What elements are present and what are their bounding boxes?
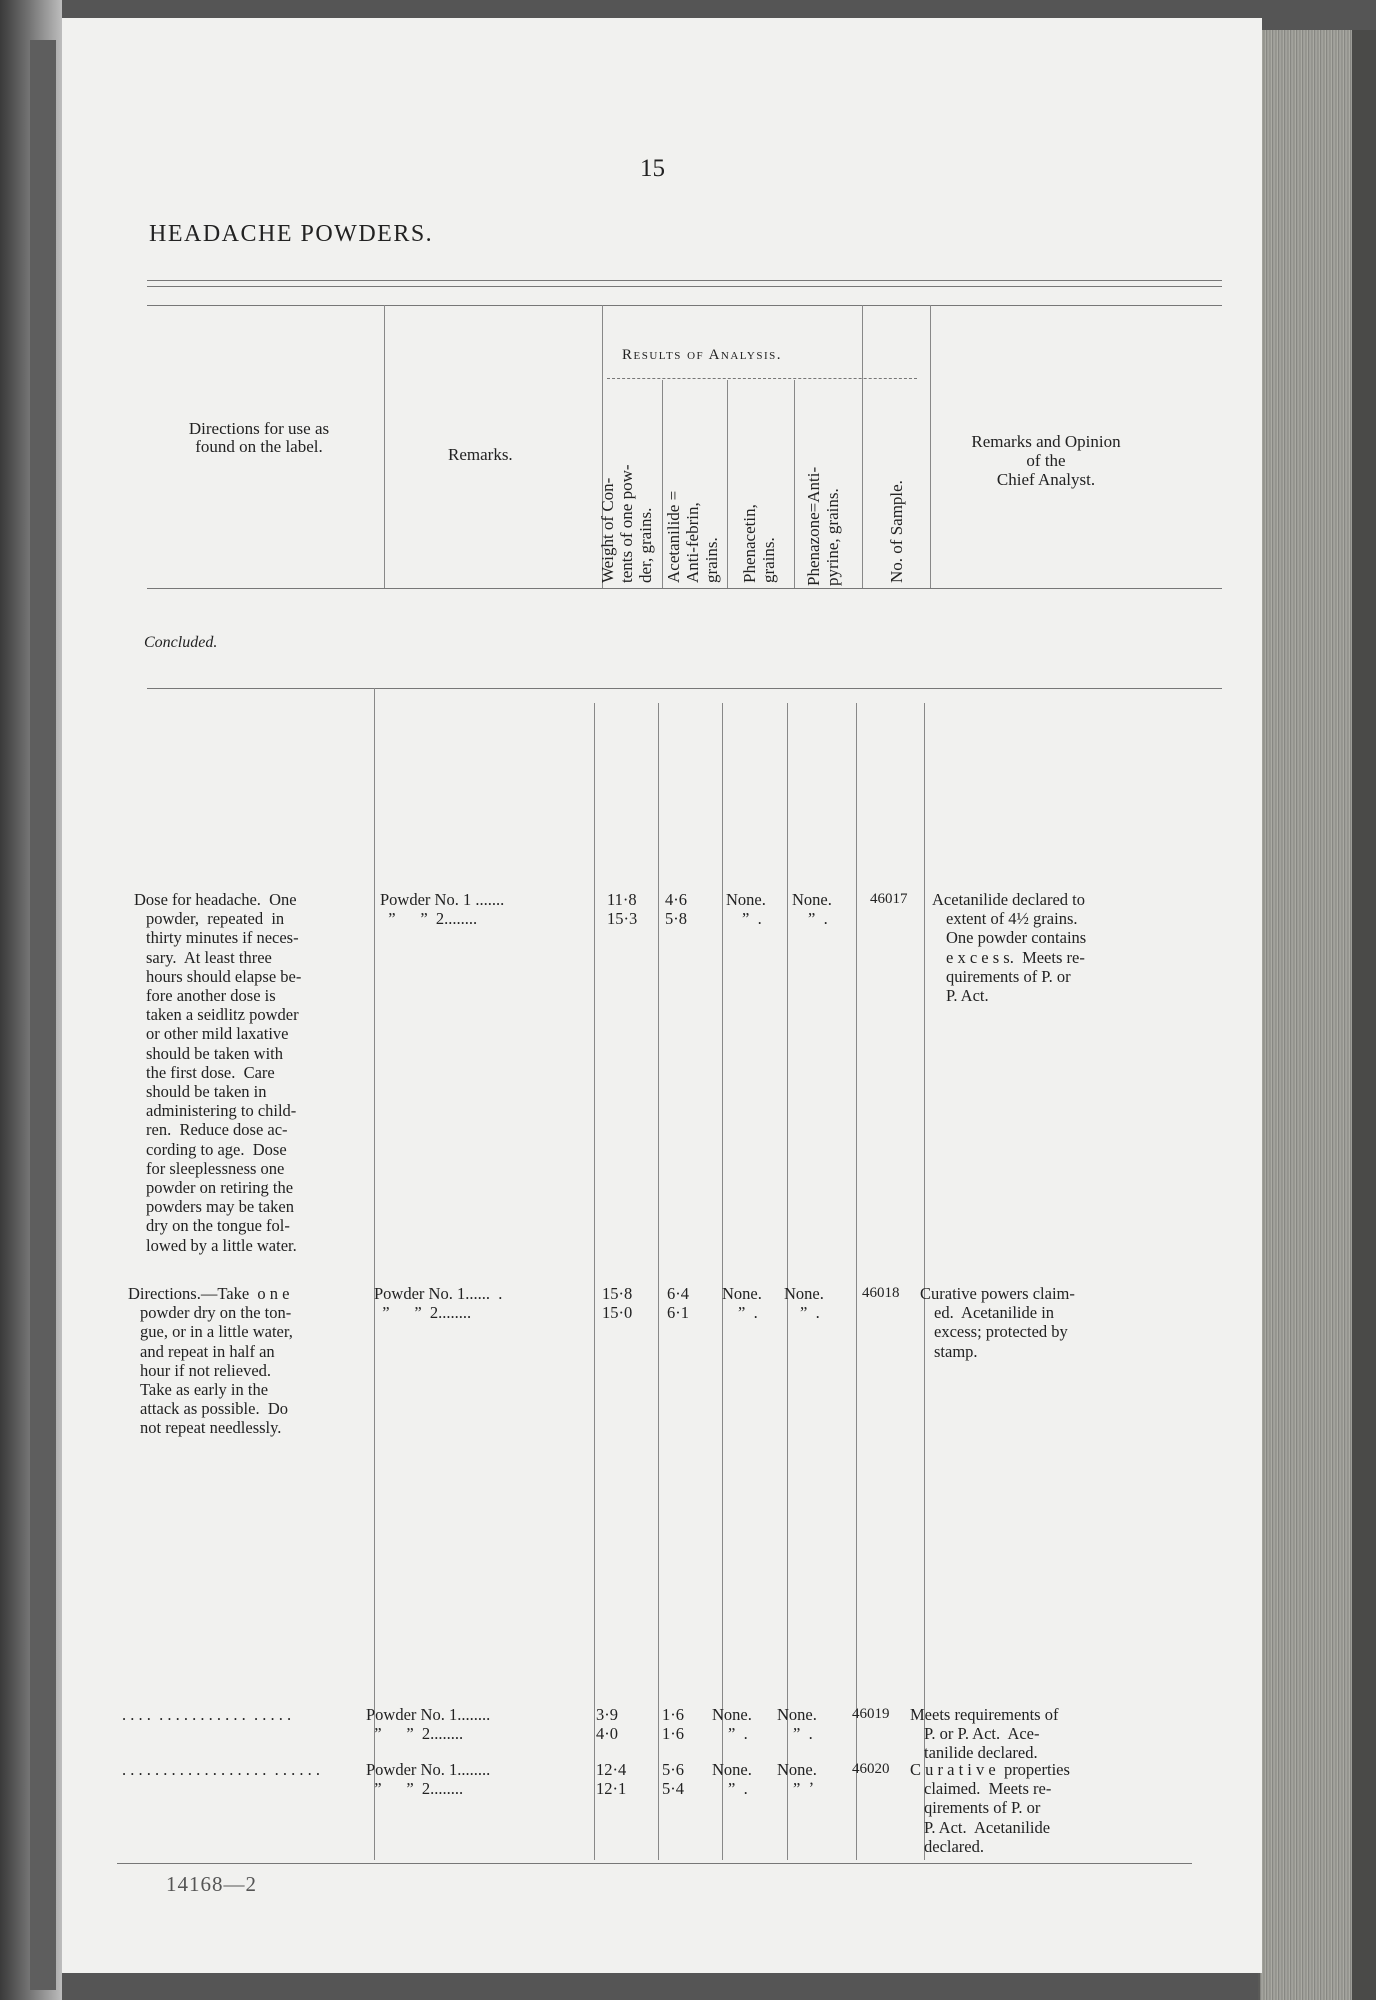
header-col-rule — [930, 305, 931, 588]
phenazone-cell: None. — [777, 1760, 817, 1779]
directions-line: dry on the tongue fol- — [146, 1216, 290, 1236]
phenazone-cell: ” . — [808, 909, 828, 929]
directions-line: . . . . . . . . . . . . . . . . . . . . — [122, 1705, 292, 1724]
acetanilide-cell: 5·8 — [665, 909, 687, 929]
body-col-rule — [658, 703, 659, 1860]
previous-page-edge — [0, 0, 62, 2000]
header-acetanilide: Acetanilide = Anti-febrin, grains. — [664, 490, 721, 583]
body-top-rule — [147, 688, 1222, 689]
sample-number-cell: 46017 — [870, 891, 908, 907]
opinion-line: P. Act. Acetanilide — [924, 1817, 1051, 1837]
directions-line: hours should elapse be- — [146, 966, 302, 986]
body-col-rule — [787, 703, 788, 1860]
continued-note: Concluded. — [144, 634, 218, 651]
remarks-cell: Powder No. 1........ — [366, 1705, 491, 1724]
acetanilide-cell: 6·1 — [667, 1303, 689, 1323]
directions-line: taken a seidlitz powder — [146, 1005, 299, 1025]
remarks-cell: ” ” 2........ — [366, 1779, 464, 1799]
acetanilide-cell: 5·6 — [662, 1760, 684, 1779]
header-top-rule — [147, 305, 1222, 306]
directions-line: powders may be taken — [146, 1197, 294, 1217]
weight-cell: 12·1 — [596, 1779, 627, 1799]
header-weight: Weight of Con- tents of one pow- der, grains. — [598, 464, 655, 583]
header-phenacetin: Phenacetin, grains. — [740, 504, 778, 583]
page-stack-edge — [1258, 30, 1376, 2000]
weight-cell: 15·8 — [602, 1284, 633, 1303]
header-phenazone: Phenazone=Anti- pyrine, grains. — [804, 466, 842, 586]
directions-line: Dose for headache. One — [134, 890, 297, 909]
opinion-line: Curative powers claim- — [920, 1284, 1075, 1303]
directions-line: lowed by a little water. — [146, 1235, 297, 1255]
header-results-of-analysis: Results of Analysis. — [622, 347, 782, 363]
remarks-cell: Powder No. 1........ — [366, 1760, 491, 1779]
header-col-rule — [662, 380, 663, 588]
directions-line: not repeat needlessly. — [140, 1418, 282, 1438]
directions-line: powder on retiring the — [146, 1178, 294, 1197]
directions-line: hour if not relieved. — [140, 1360, 272, 1380]
header-col-rule — [727, 380, 728, 588]
opinion-line: qirements of P. or — [924, 1798, 1041, 1818]
body-col-rule — [722, 703, 723, 1860]
body-col-rule — [856, 703, 857, 1860]
opinion-line: Acetanilide declared to — [932, 890, 1086, 909]
header-col-rule — [862, 305, 863, 588]
opinion-line: One powder contains — [946, 928, 1087, 948]
opinion-line: tanilide declared. — [924, 1743, 1038, 1763]
phenazone-cell: None. — [784, 1284, 824, 1303]
opinion-line: ed. Acetanilide in — [934, 1303, 1055, 1323]
weight-cell: 11·8 — [607, 890, 637, 909]
opinion-line: e x c e s s. Meets re- — [946, 947, 1085, 967]
phenacetin-cell: None. — [712, 1705, 752, 1724]
directions-line: ren. Reduce dose ac- — [146, 1120, 288, 1140]
directions-line: thirty minutes if neces- — [146, 928, 299, 948]
directions-line: fore another dose is — [146, 986, 276, 1005]
remarks-cell: ” ” 2........ — [366, 1724, 464, 1744]
phenacetin-cell: ” . — [728, 1724, 748, 1744]
directions-line: should be taken with — [146, 1043, 284, 1063]
results-group-rule — [607, 378, 917, 379]
header-remarks: Remarks. — [448, 445, 513, 464]
page-number: 15 — [640, 155, 665, 182]
directions-line: administering to child- — [146, 1101, 297, 1121]
remarks-cell: Powder No. 1...... . — [374, 1284, 503, 1303]
directions-line: attack as possible. Do — [140, 1399, 289, 1419]
opinion-line: excess; protected by — [934, 1322, 1068, 1342]
directions-line: Take as early in the — [140, 1380, 269, 1399]
directions-line: the first dose. Care — [146, 1062, 275, 1082]
body-bottom-rule — [117, 1863, 1192, 1864]
opinion-line: P. or P. Act. Ace- — [924, 1724, 1040, 1744]
header-col-rule — [384, 305, 385, 588]
phenazone-cell: None. — [777, 1705, 817, 1724]
acetanilide-cell: 1·6 — [662, 1724, 684, 1744]
phenacetin-cell: ” . — [738, 1303, 758, 1323]
opinion-line: declared. — [924, 1836, 984, 1856]
acetanilide-cell: 1·6 — [662, 1705, 684, 1724]
directions-line: gue, or in a little water, — [140, 1322, 293, 1342]
weight-cell: 15·0 — [602, 1303, 633, 1323]
body-col-rule — [374, 688, 375, 1860]
weight-cell: 15·3 — [607, 909, 638, 929]
acetanilide-cell: 5·4 — [662, 1779, 684, 1799]
directions-line: Directions.—Take o n e — [128, 1284, 290, 1303]
sample-number-cell: 46018 — [862, 1285, 900, 1301]
phenacetin-cell: None. — [722, 1284, 762, 1303]
opinion-line: extent of 4½ grains. — [946, 909, 1078, 929]
directions-line: cording to age. Dose — [146, 1139, 287, 1159]
header-col-rule — [794, 380, 795, 588]
phenacetin-cell: None. — [726, 890, 766, 909]
body-col-rule — [924, 703, 925, 1860]
opinion-line: Meets requirements of — [910, 1705, 1059, 1724]
phenacetin-cell: ” . — [742, 909, 762, 929]
phenacetin-cell: None. — [712, 1760, 752, 1779]
directions-line: . . . . . . . . . . . . . . . . . . . . . . . . — [122, 1760, 320, 1779]
directions-line: sary. At least three — [146, 947, 272, 967]
weight-cell: 12·4 — [596, 1760, 627, 1779]
remarks-cell: Powder No. 1 ....... — [380, 890, 505, 909]
opinion-line: claimed. Meets re- — [924, 1779, 1052, 1799]
opinion-line: stamp. — [934, 1341, 978, 1361]
acetanilide-cell: 4·6 — [665, 890, 687, 909]
table-top-rule-2 — [147, 286, 1222, 287]
sample-number-cell: 46020 — [852, 1761, 890, 1777]
header-directions: Directions for use as found on the label. — [188, 419, 330, 456]
footer-signature: 14168—2 — [166, 1872, 257, 1896]
directions-line: powder dry on the ton- — [140, 1303, 292, 1323]
body-col-rule — [594, 703, 595, 1860]
opinion-line: quirements of P. or — [946, 966, 1071, 986]
phenazone-cell: None. — [792, 890, 832, 909]
directions-line: or other mild laxative — [146, 1024, 289, 1044]
directions-line: for sleeplessness one — [146, 1158, 285, 1178]
directions-line: and repeat in half an — [140, 1341, 275, 1361]
acetanilide-cell: 6·4 — [667, 1284, 689, 1303]
header-opinion: Remarks and Opinion of the Chief Analyst. — [971, 432, 1121, 489]
remarks-cell: ” ” 2........ — [380, 909, 478, 929]
phenazone-cell: ” ʼ — [793, 1779, 815, 1799]
document-page — [62, 18, 1262, 1973]
sample-number-cell: 46019 — [852, 1706, 890, 1722]
header-sample-number: No. of Sample. — [887, 480, 906, 583]
opinion-line: C u r a t i v e properties — [910, 1760, 1070, 1779]
header-bottom-rule — [147, 588, 1222, 589]
directions-line: should be taken in — [146, 1082, 267, 1101]
page-title: HEADACHE POWDERS. — [149, 221, 434, 247]
weight-cell: 3·9 — [596, 1705, 618, 1724]
opinion-line: P. Act. — [946, 986, 989, 1005]
phenazone-cell: ” . — [800, 1303, 820, 1323]
directions-line: powder, repeated in — [146, 909, 285, 929]
remarks-cell: ” ” 2........ — [374, 1303, 472, 1323]
phenacetin-cell: ” . — [728, 1779, 748, 1799]
weight-cell: 4·0 — [596, 1724, 618, 1744]
phenazone-cell: ” . — [793, 1724, 813, 1744]
table-top-rule-1 — [147, 280, 1222, 281]
